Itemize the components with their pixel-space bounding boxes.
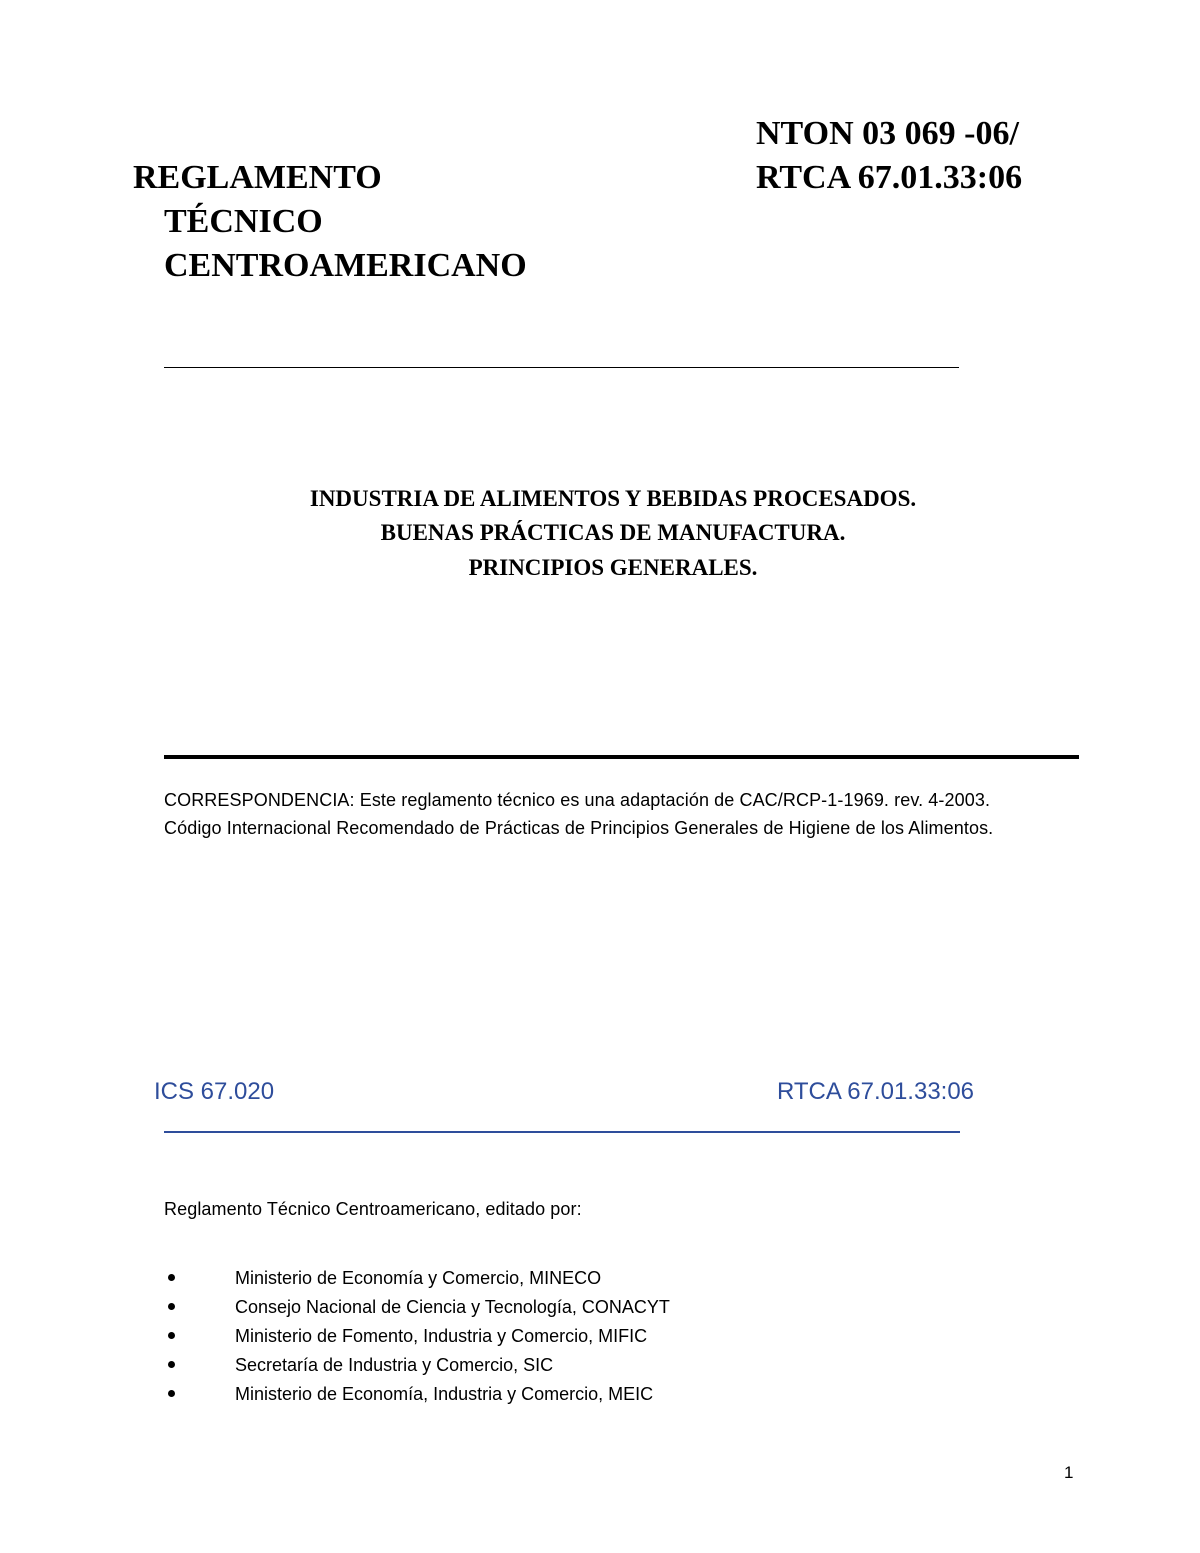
- section-divider-thick: [164, 755, 1079, 759]
- bullet-icon: [168, 1274, 175, 1281]
- edited-by-intro: Reglamento Técnico Centroamericano, editado por:: [164, 1199, 582, 1219]
- page-number: 1: [1064, 1463, 1074, 1482]
- document-title-line2: TÉCNICO: [164, 203, 323, 240]
- main-title-line3: PRINCIPIOS GENERALES.: [468, 555, 758, 580]
- standard-code-nton: NTON 03 069 -06/: [756, 115, 1019, 152]
- correspondence-line1: CORRESPONDENCIA: Este reglamento técnico es una adaptación de CAC/RCP-1-1969. rev. 4-2003.: [164, 790, 991, 810]
- bullet-icon: [168, 1390, 175, 1397]
- bullet-icon: [168, 1332, 175, 1339]
- bullet-icon: [168, 1303, 175, 1310]
- header-divider: [164, 367, 959, 368]
- main-title-line1: INDUSTRIA DE ALIMENTOS Y BEBIDAS PROCESADOS.: [309, 486, 917, 511]
- classification-divider: [164, 1131, 960, 1133]
- correspondence-line2: Código Internacional Recomendado de Prácticas de Principios Generales de Higiene de los Alimentos.: [164, 818, 994, 838]
- document-title-line1: REGLAMENTO: [133, 159, 382, 196]
- rtca-code: RTCA 67.01.33:06: [777, 1078, 975, 1105]
- bullet-icon: [168, 1361, 175, 1368]
- main-title-line2: BUENAS PRÁCTICAS DE MANUFACTURA.: [380, 520, 846, 545]
- document-title-line3: CENTROAMERICANO: [164, 247, 527, 284]
- standard-code-rtca: RTCA 67.01.33:06: [756, 159, 1023, 196]
- ics-code: ICS 67.020: [154, 1078, 275, 1105]
